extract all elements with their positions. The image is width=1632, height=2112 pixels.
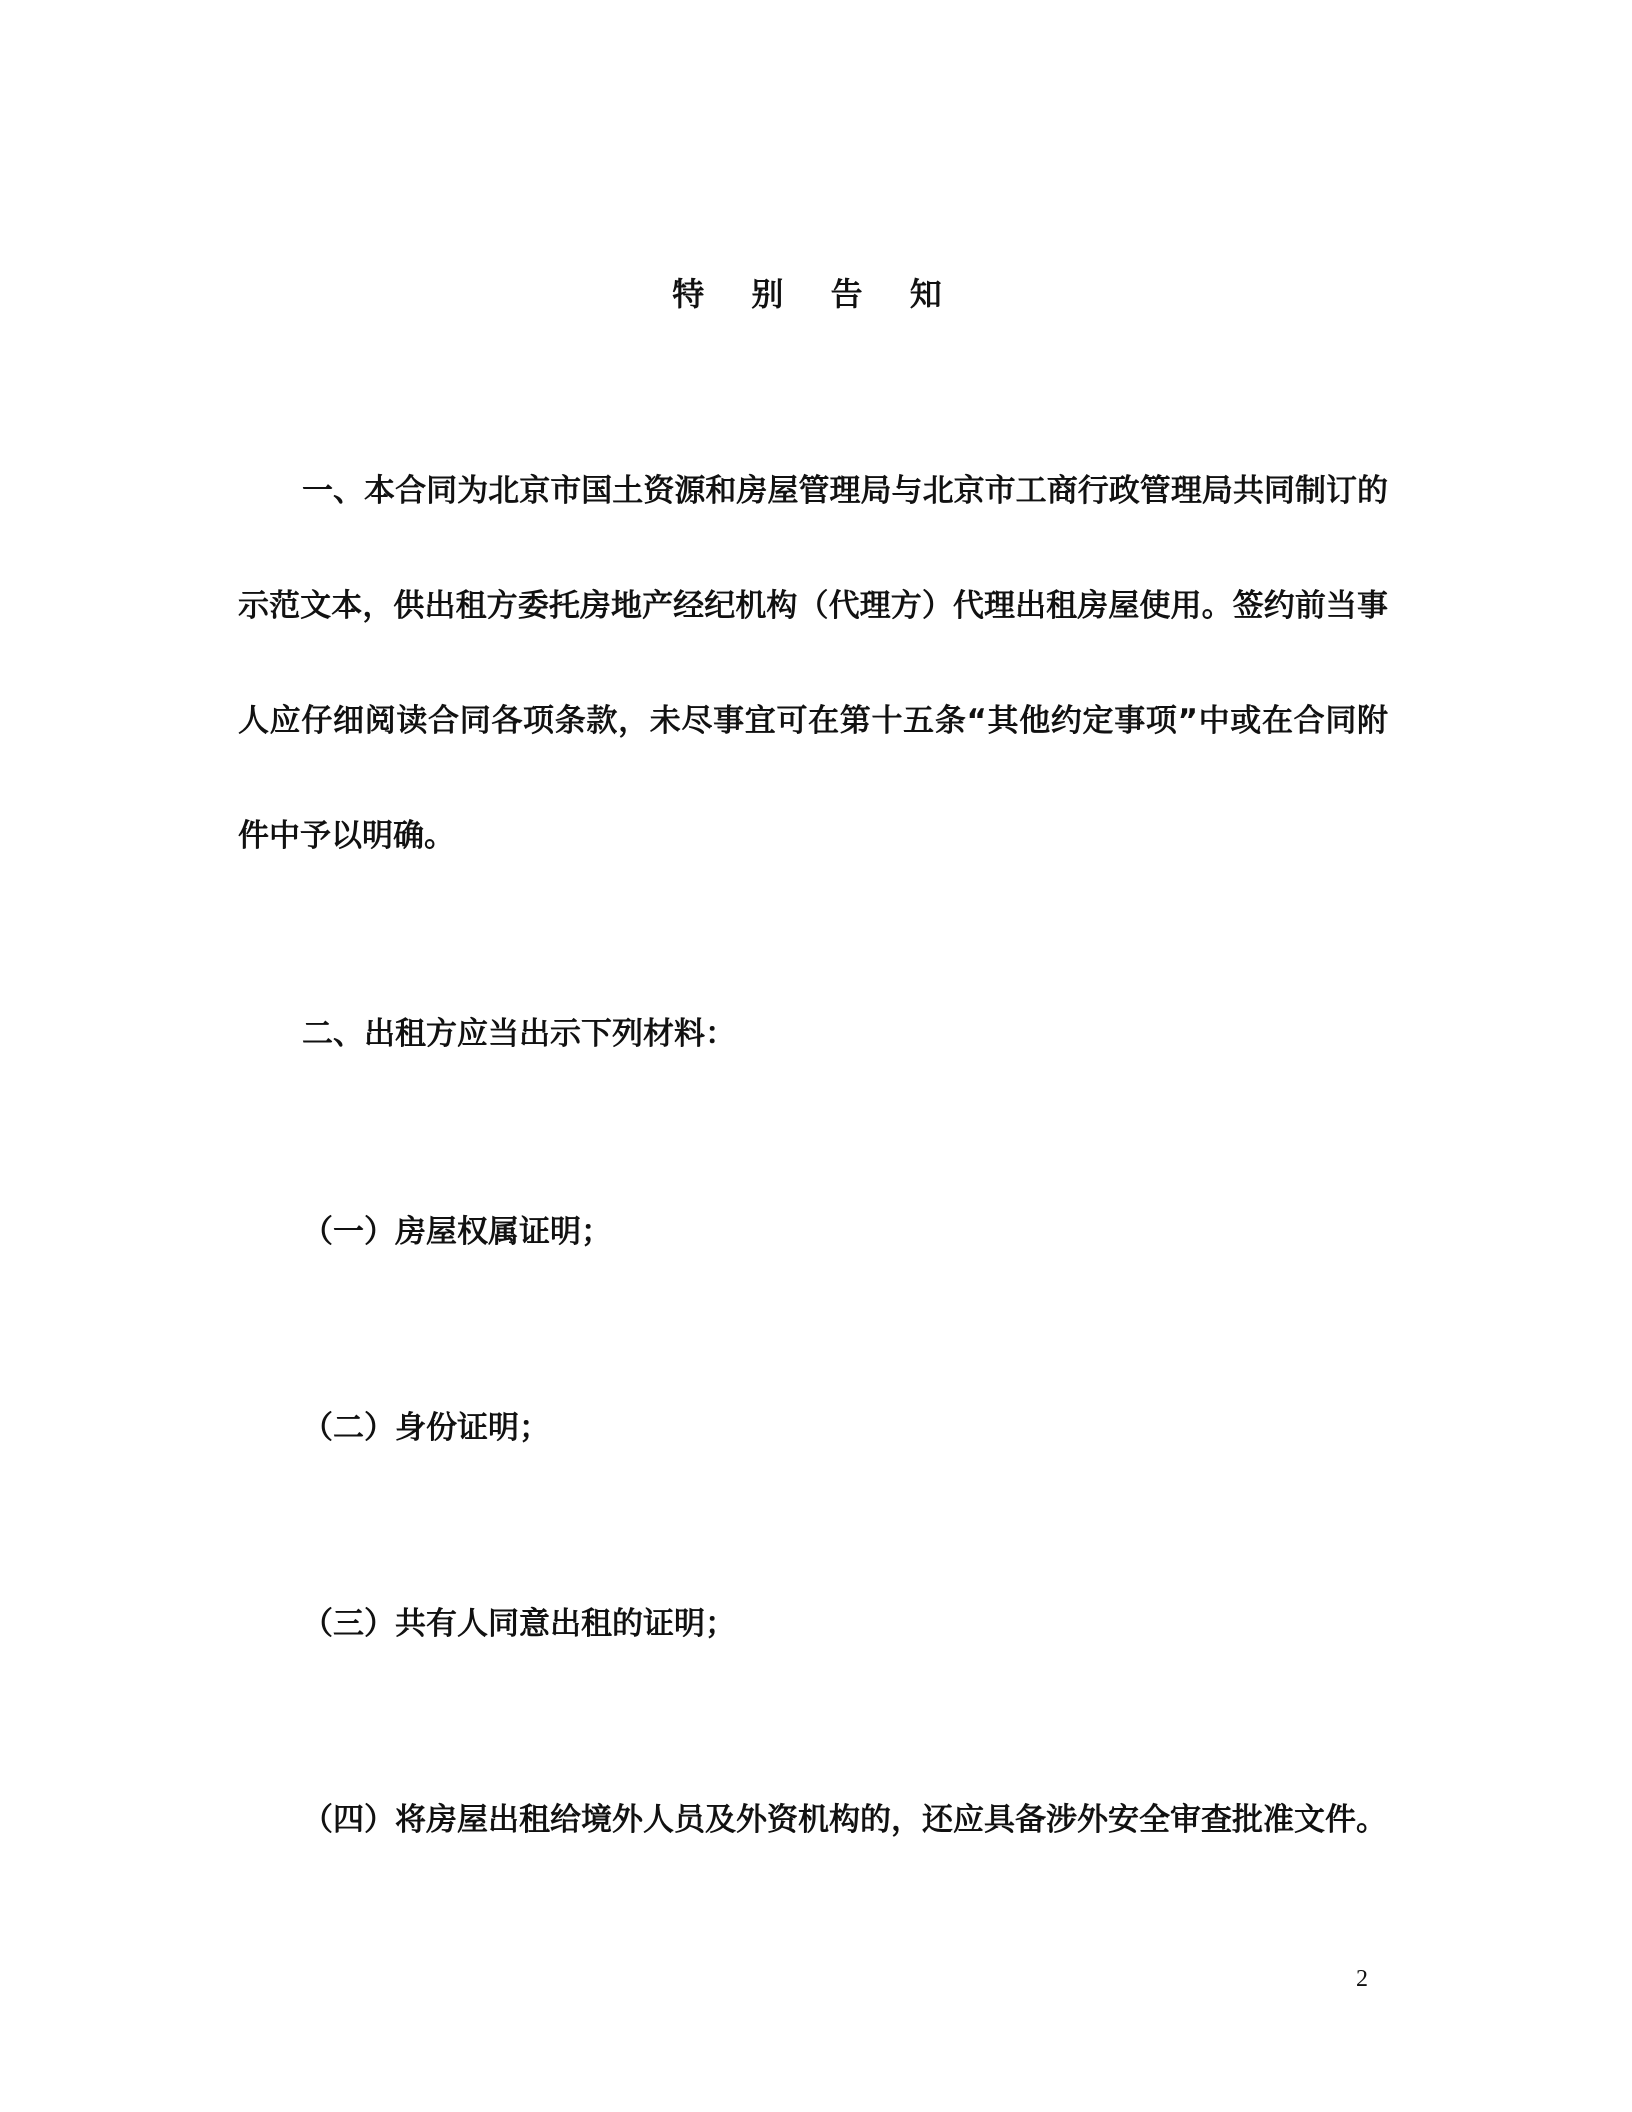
material-item-3: （三）共有人同意出租的证明； (302, 1606, 736, 1642)
material-item-1: （一）房屋权属证明； (302, 1214, 612, 1250)
document-title: 特 别 告 知 (672, 275, 960, 313)
material-item-2: （二）身份证明； (302, 1410, 550, 1446)
notice-paragraph-1: 一、本合同为北京市国土资源和房屋管理局与北京市工商行政管理局共同制订的示范文本，供出租方委托房地产经纪机构（代理方）代理出租房屋使用。签约前当事人应仔细阅读合同各项条款，未尽事宜可在第十五条“其他约定事项”中或在合同附件中予以明确。 (238, 473, 1388, 854)
notice-paragraph-2: 二、出租方应当出示下列材料： (302, 1016, 736, 1052)
page-number: 2 (1356, 1966, 1368, 1992)
material-item-4: （四）将房屋出租给境外人员及外资机构的，还应具备涉外安全审查批准文件。 (302, 1802, 1387, 1838)
